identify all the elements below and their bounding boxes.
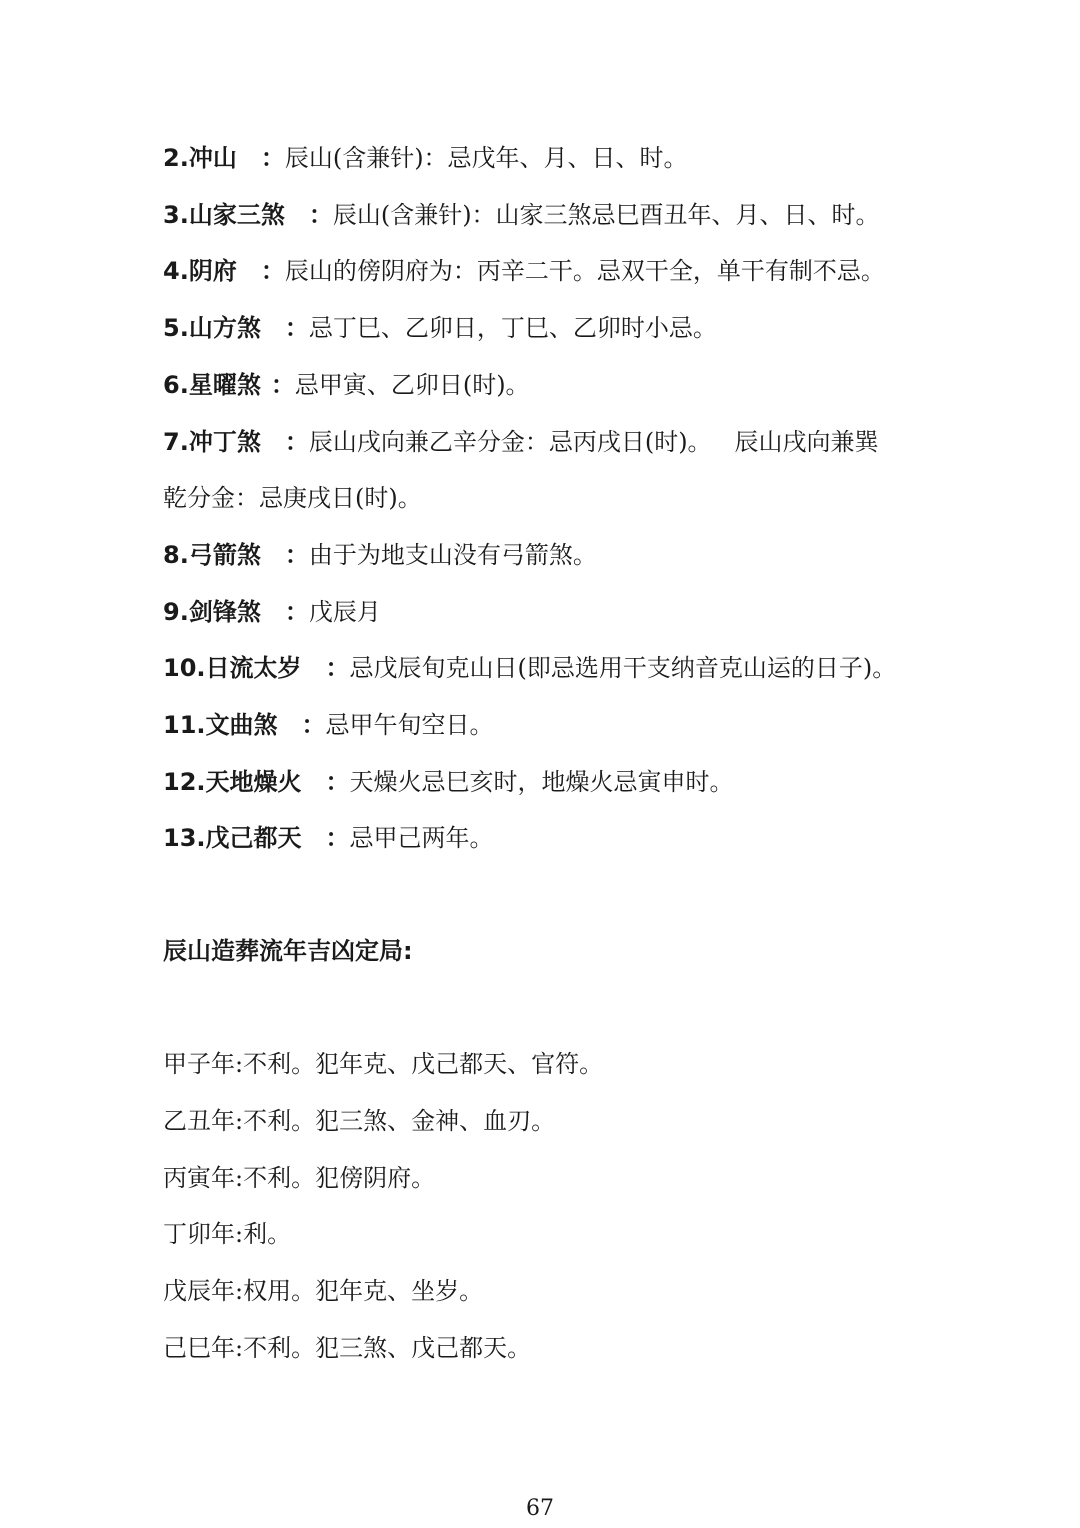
rule-label: 13.戊己都天 xyxy=(163,824,302,852)
rule-text: 忌戊辰旬克山日(即忌选用干支纳音克山运的日子)。 xyxy=(349,654,897,682)
rule-text: 辰山戌向兼乙辛分金：忌丙戌日(时)。 辰山戌向兼巽 xyxy=(308,428,879,456)
rule-line-shanfang-sha xyxy=(163,311,717,345)
rule-text: 戊辰月 xyxy=(308,598,381,626)
rule-line-continuation xyxy=(163,481,422,515)
rule-text: 忌甲寅、乙卯日(时)。 xyxy=(294,371,530,399)
rule-text: 辰山(含兼针)：忌戊年、月、日、时。 xyxy=(284,144,688,172)
rule-label: 10.日流太岁 xyxy=(163,654,302,682)
section-title: 辰山造葬流年吉凶定局: xyxy=(163,937,413,965)
rule-separator: ： xyxy=(325,654,350,682)
rule-label: 12.天地燥火 xyxy=(163,768,302,796)
rule-line-shanjia-sansha xyxy=(163,198,880,232)
rule-label: 3.山家三煞 xyxy=(163,201,285,229)
rule-separator: ： xyxy=(260,257,285,285)
rule-line-wenqu-sha xyxy=(163,708,494,742)
rule-separator: ： xyxy=(325,768,350,796)
rule-separator: ： xyxy=(284,428,309,456)
rule-label: 9.剑锋煞 xyxy=(163,598,261,626)
rule-text: 辰山的傍阴府为：丙辛二干。忌双干全，单干有制不忌。 xyxy=(284,257,885,285)
rule-label: 7.冲丁煞 xyxy=(163,428,261,456)
rule-label: 2.冲山 xyxy=(163,144,237,172)
year-entry: 甲子年:不利。犯年克、戊己都天、官符。 xyxy=(163,1050,604,1078)
rule-separator: ： xyxy=(308,201,333,229)
rule-separator: ： xyxy=(284,314,309,342)
year-entry: 丁卯年:利。 xyxy=(163,1220,292,1248)
rule-line-chongding-sha xyxy=(163,425,878,459)
rule-line-wuji-dutian xyxy=(163,821,494,855)
rule-line-riliu-taisui xyxy=(163,651,896,685)
rule-text: 天燥火忌巳亥时，地燥火忌寅申时。 xyxy=(349,768,734,796)
page-number: 67 xyxy=(526,1496,554,1521)
rule-label: 11.文曲煞 xyxy=(163,711,278,739)
rule-separator: ： xyxy=(284,541,309,569)
rule-text: 乾分金：忌庚戌日(时)。 xyxy=(163,484,422,512)
rule-line-xingyao-sha xyxy=(163,368,530,402)
rule-line-yinfu xyxy=(163,254,885,288)
year-entry: 乙丑年:不利。犯三煞、金神、血刃。 xyxy=(163,1107,556,1135)
rule-text: 忌甲午旬空日。 xyxy=(325,711,494,739)
rule-line-tiandi-zaohuo xyxy=(163,765,734,799)
rule-line-chongshan xyxy=(163,141,688,175)
rule-text: 辰山(含兼针)：山家三煞忌巳酉丑年、月、日、时。 xyxy=(332,201,880,229)
rule-label: 8.弓箭煞 xyxy=(163,541,261,569)
year-entry: 己巳年:不利。犯三煞、戊己都天。 xyxy=(163,1334,532,1362)
rule-text: 忌丁巳、乙卯日，丁巳、乙卯时小忌。 xyxy=(308,314,717,342)
year-entry: 丙寅年:不利。犯傍阴府。 xyxy=(163,1164,436,1192)
rule-text: 由于为地支山没有弓箭煞。 xyxy=(308,541,597,569)
rule-separator: ： xyxy=(301,711,326,739)
rule-label: 4.阴府 xyxy=(163,257,237,285)
rule-text: 忌甲己两年。 xyxy=(349,824,494,852)
rule-label: 6.星曜煞 xyxy=(163,371,261,399)
rule-separator: ： xyxy=(270,371,295,399)
rule-separator: ： xyxy=(325,824,350,852)
rule-line-gongjian-sha xyxy=(163,538,597,572)
rule-line-jianfeng-sha xyxy=(163,595,381,629)
year-entry: 戊辰年:权用。犯年克、坐岁。 xyxy=(163,1277,484,1305)
rule-separator: ： xyxy=(260,144,285,172)
rule-separator: ： xyxy=(284,598,309,626)
rule-label: 5.山方煞 xyxy=(163,314,261,342)
